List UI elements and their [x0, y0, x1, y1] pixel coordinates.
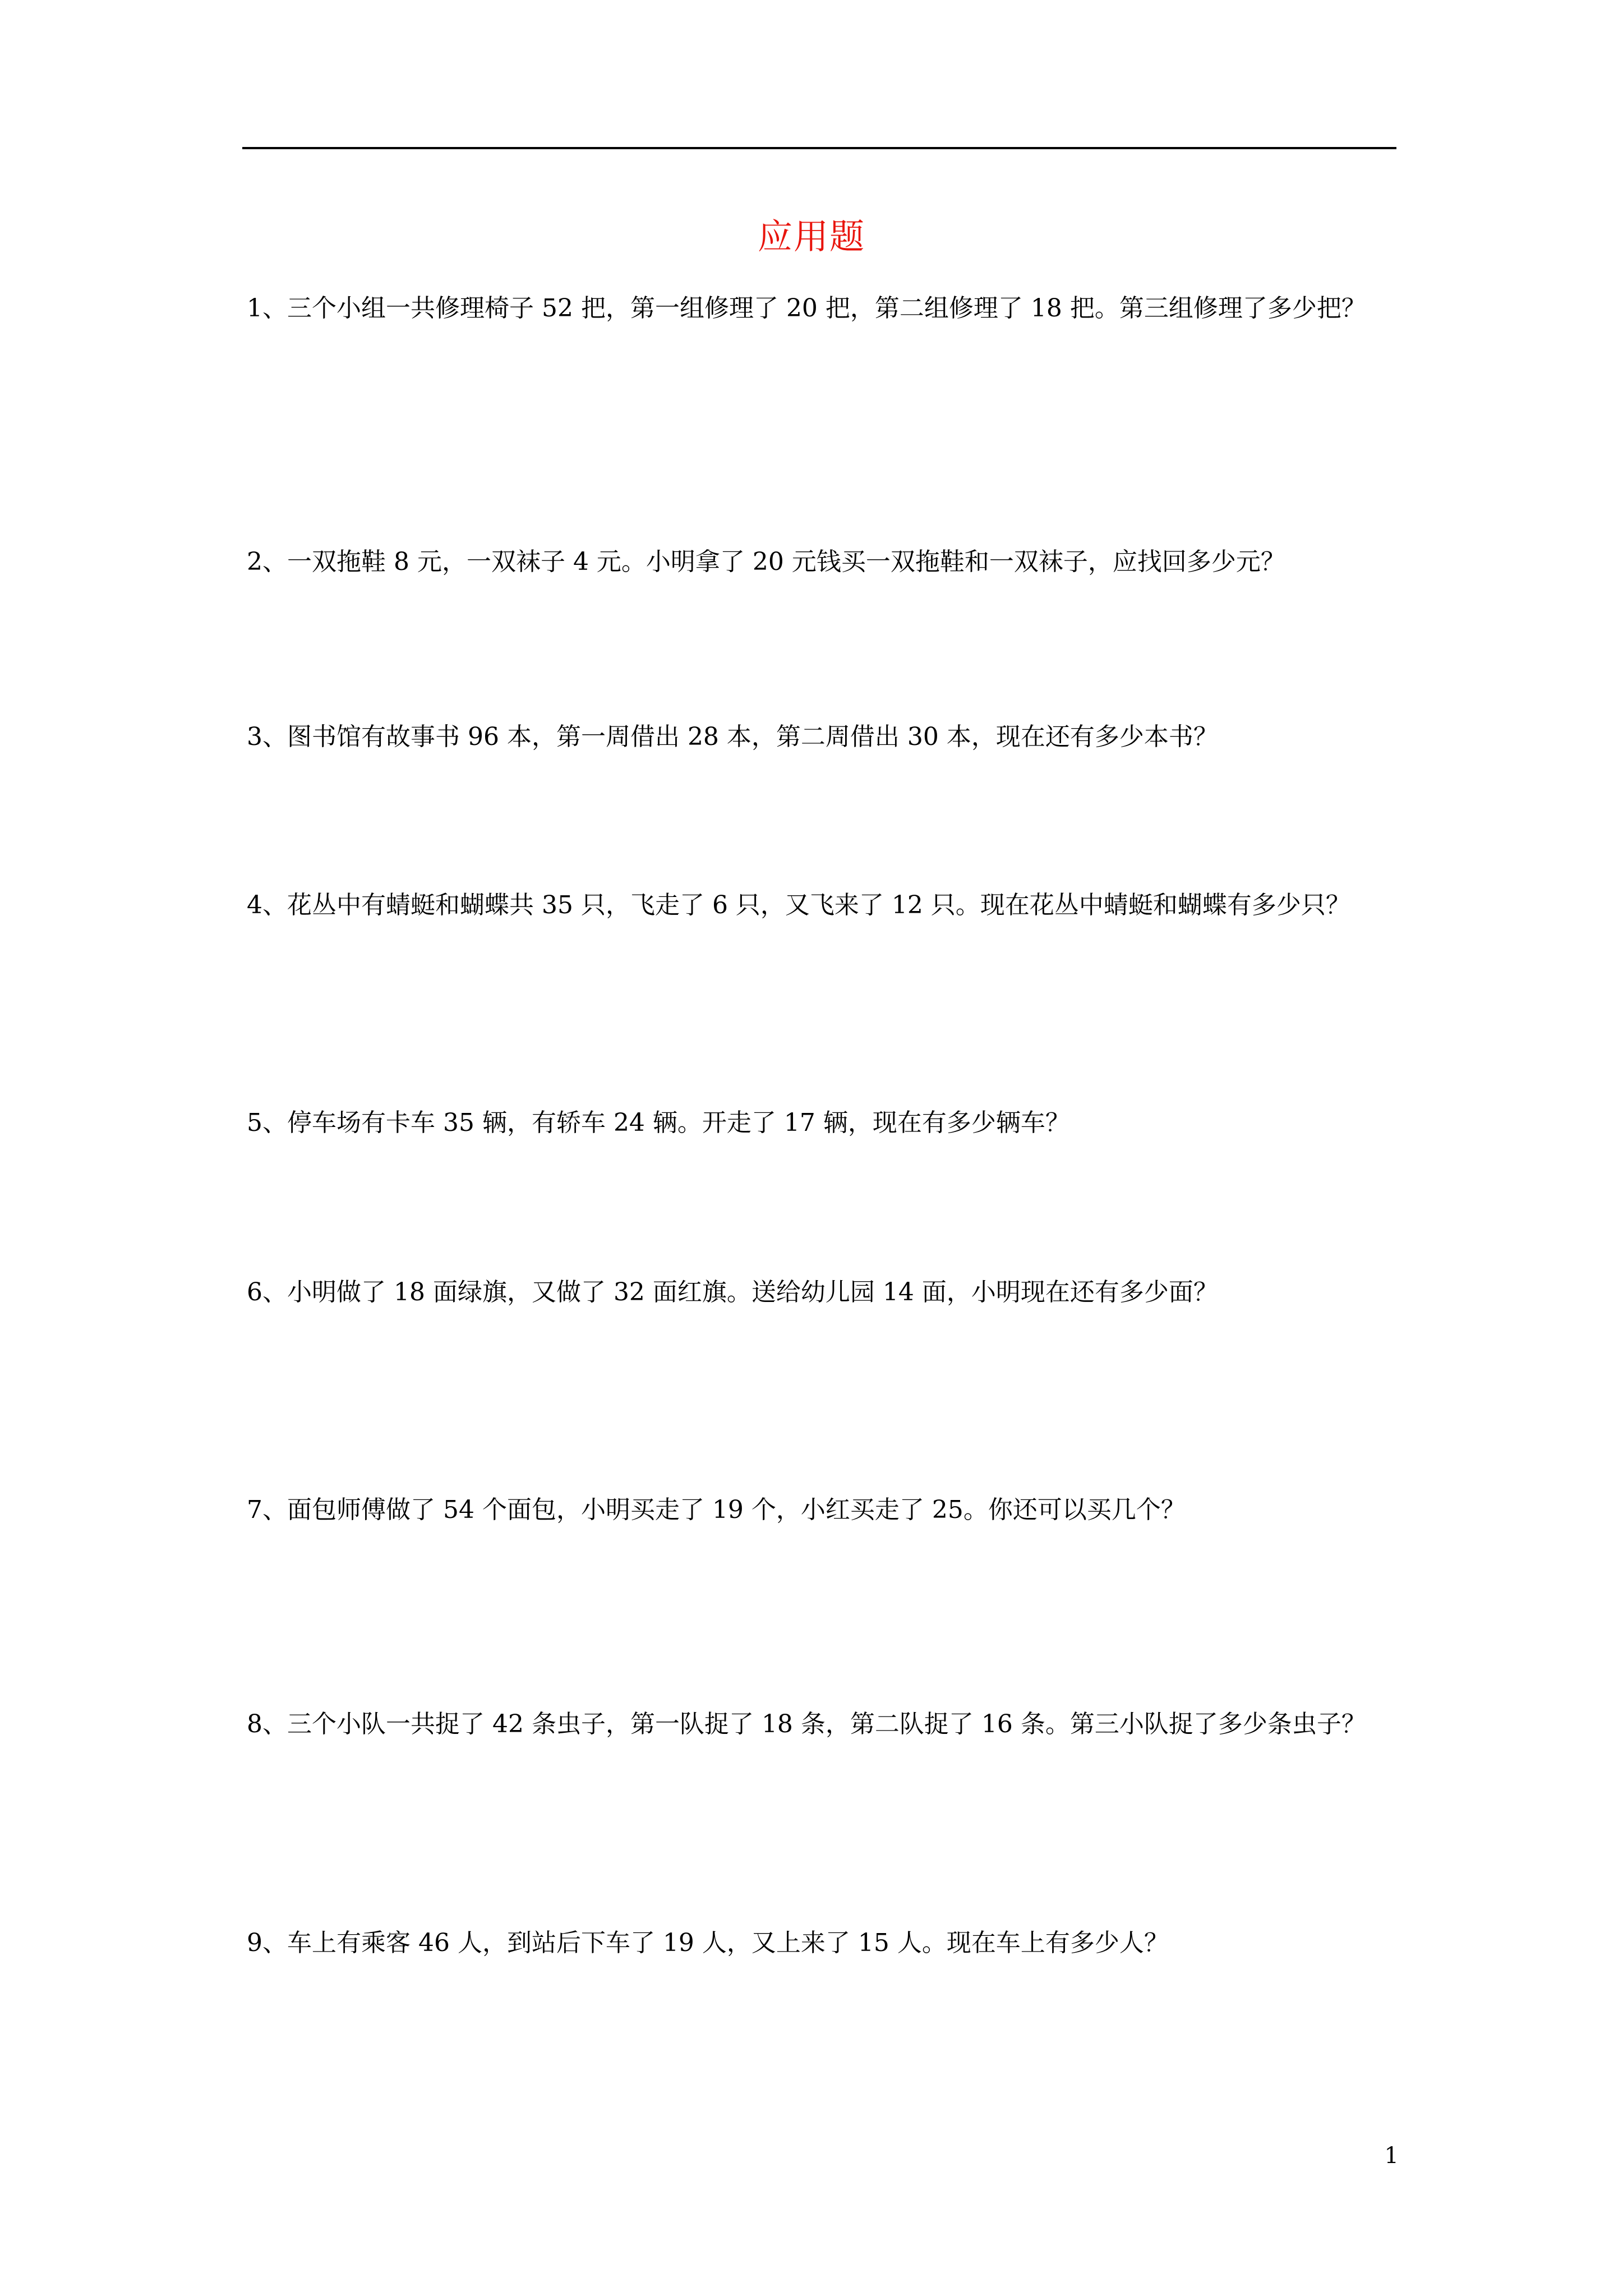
question-4: 4、花丛中有蜻蜓和蝴蝶共 35 只，飞走了 6 只，又飞来了 12 只。现在花丛中蜻蜓和蝴蝶有多少只？ — [247, 891, 1350, 919]
page-number: 1 — [1384, 2143, 1399, 2169]
question-9: 9、车上有乘客 46 人，到站后下车了 19 人，又上来了 15 人。现在车上有多少人？ — [247, 1929, 1169, 1957]
question-6: 6、小明做了 18 面绿旗，又做了 32 面红旗。送给幼儿园 14 面，小明现在还有多少面？ — [247, 1278, 1218, 1306]
question-7: 7、面包师傅做了 54 个面包，小明买走了 19 个，小红买走了 25。你还可以买几个？ — [247, 1496, 1186, 1524]
header-rule — [242, 147, 1396, 149]
question-2: 2、一双拖鞋 8 元，一双袜子 4 元。小明拿了 20 元钱买一双拖鞋和一双袜子，应找回多少元？ — [247, 547, 1285, 576]
question-3: 3、图书馆有故事书 96 本，第一周借出 28 本，第二周借出 30 本，现在还有多少本书？ — [247, 723, 1218, 751]
question-8: 8、三个小队一共捉了 42 条虫子，第一队捉了 18 条，第二队捉了 16 条。第三小队捉了多少条虫子？ — [247, 1710, 1366, 1738]
page-title: 应用题 — [757, 216, 865, 257]
question-1: 1、三个小组一共修理椅子 52 把，第一组修理了 20 把，第二组修理了 18 把。第三组修理了多少把？ — [247, 294, 1366, 323]
question-5: 5、停车场有卡车 35 辆，有轿车 24 辆。开走了 17 辆，现在有多少辆车？ — [247, 1108, 1070, 1137]
